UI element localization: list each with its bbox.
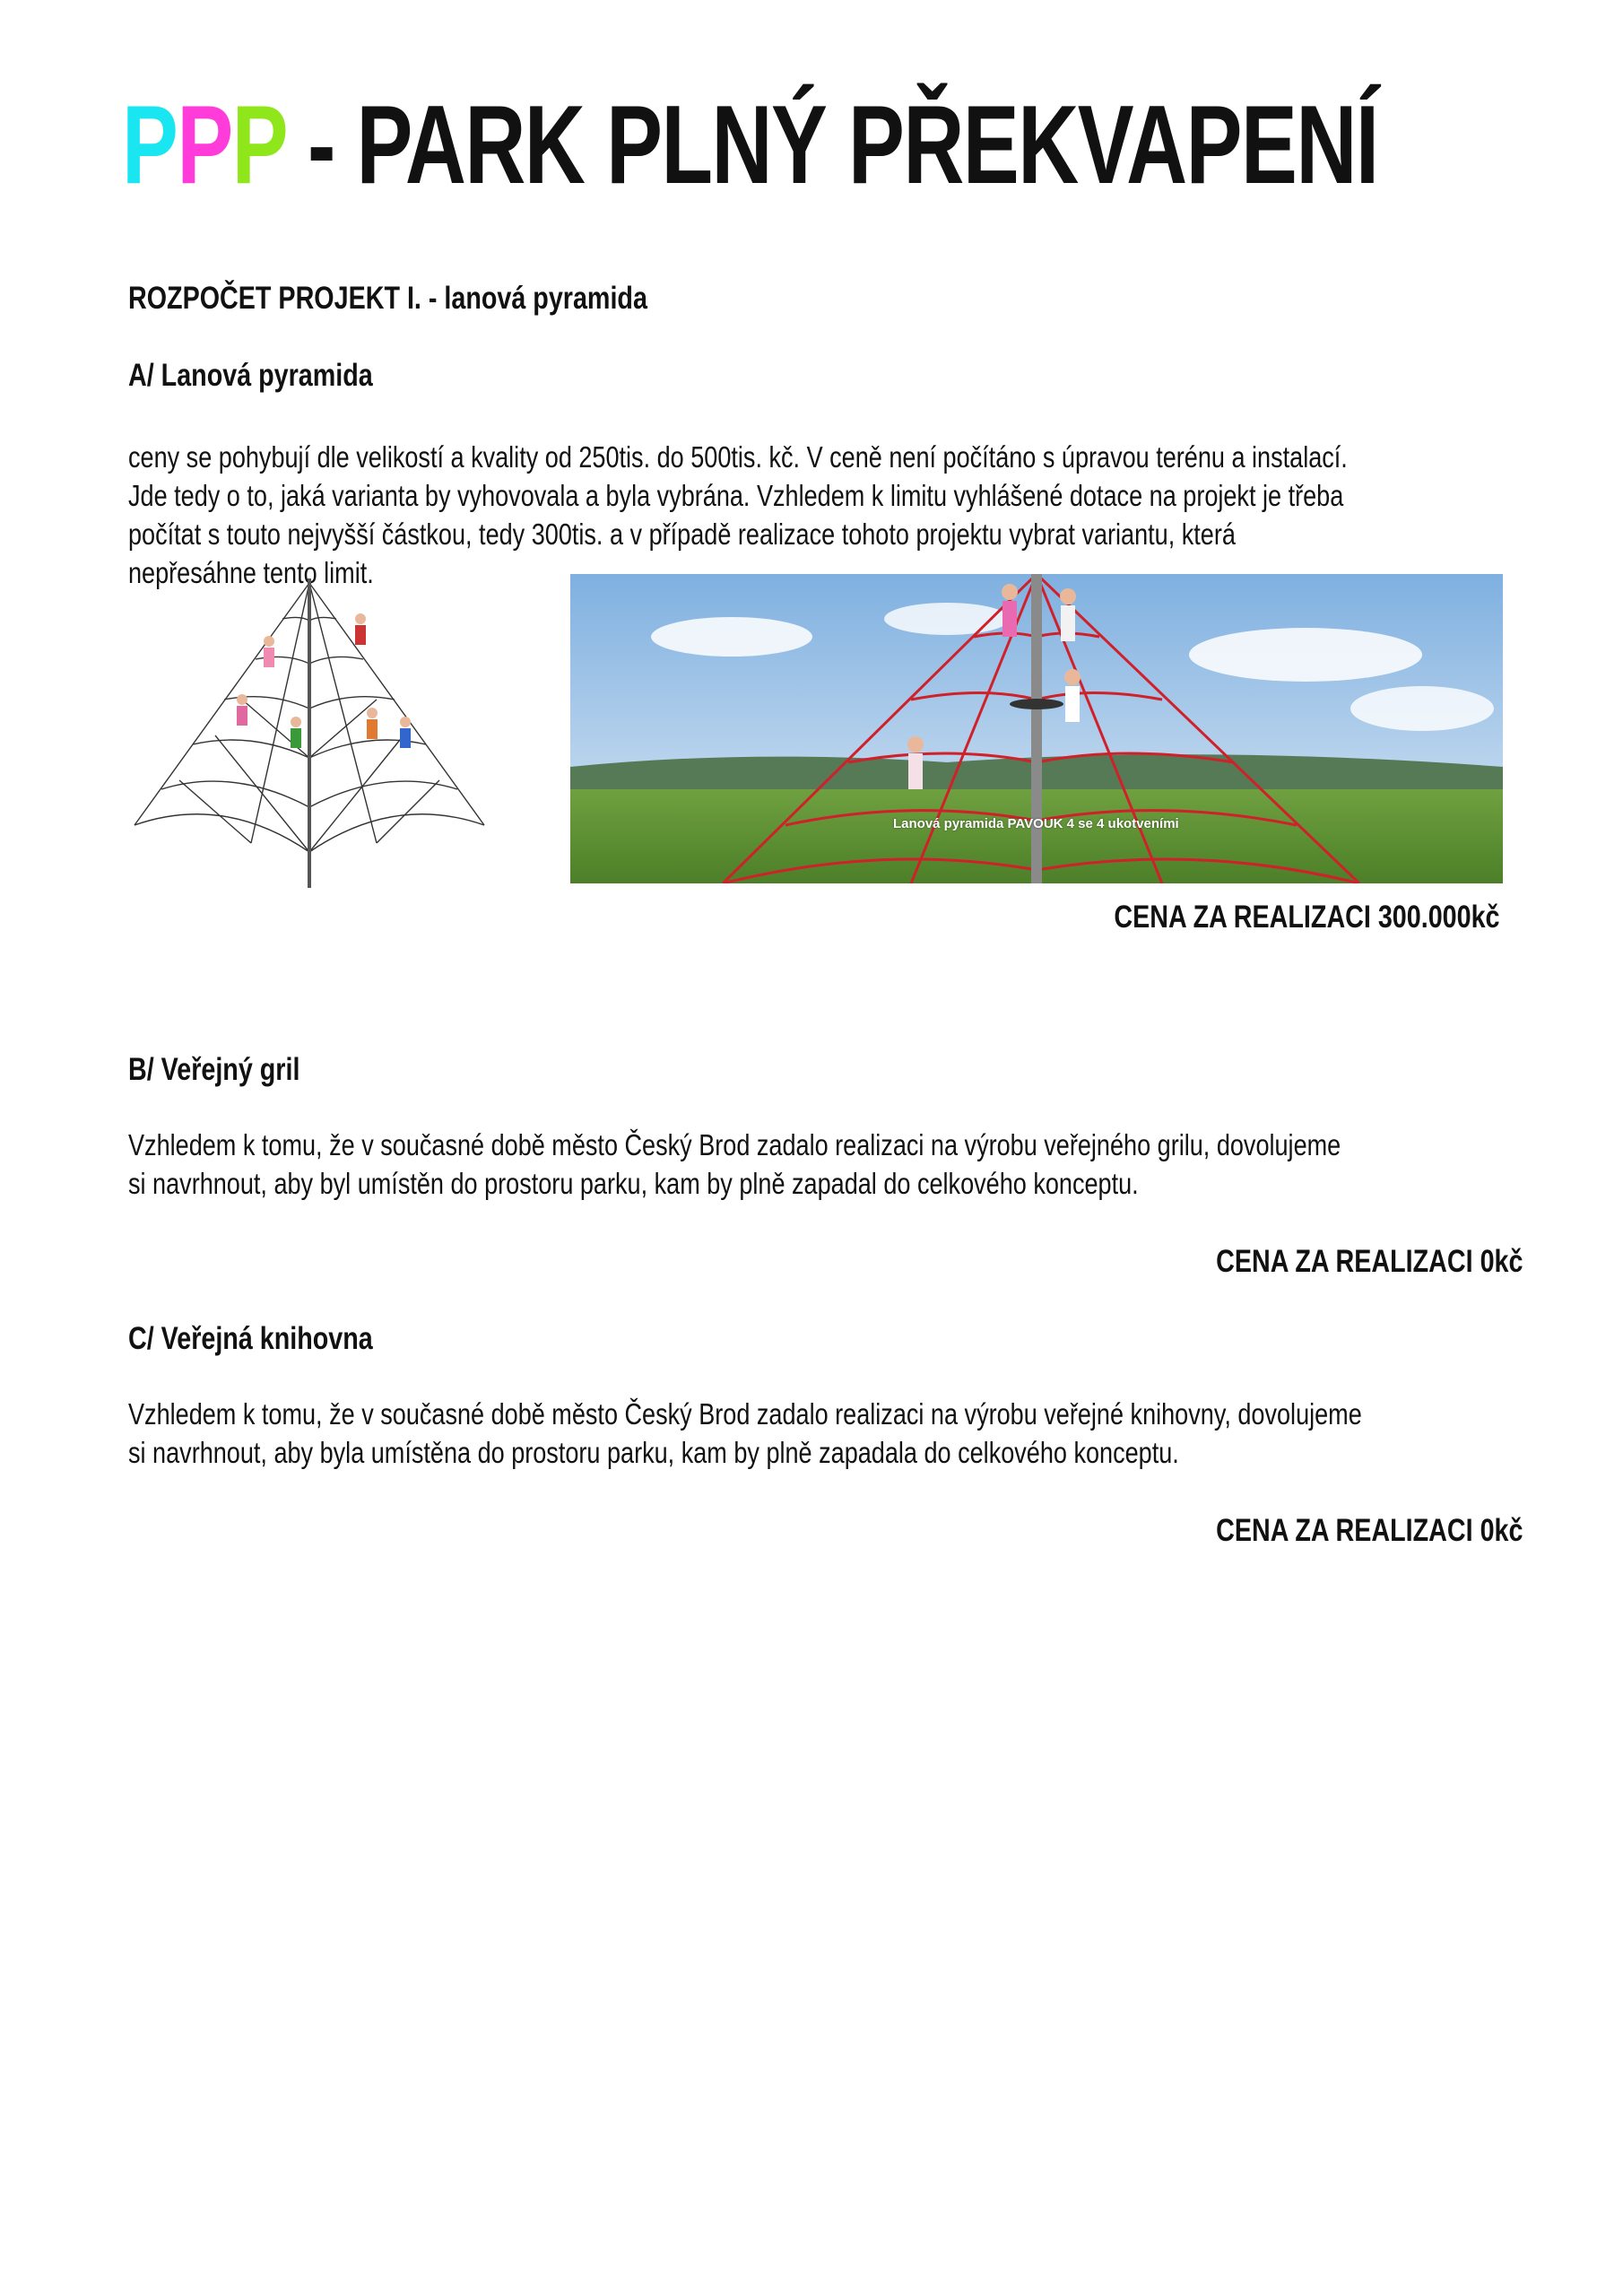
- page-title: [122, 83, 1378, 207]
- rope-pyramid-photo: [570, 574, 1503, 883]
- section-c-paragraph: Vzhledem k tomu, že v současné době město Český Brod zadalo realizaci na výrobu veřejné knihovny, dovolujeme si navrhnout, aby byla umístěna do prostoru parku, kam by plně zapadala do celkového konceptu.: [128, 1397, 1362, 1469]
- budget-heading: ROZPOČET PROJEKT I. - lanová pyramida: [128, 281, 647, 316]
- title-letter-p2: P: [177, 83, 232, 207]
- section-a-price: CENA ZA REALIZACI 300.000kč: [1114, 900, 1500, 935]
- rope-pyramid-photo-scene: [570, 574, 1503, 883]
- section-c-price: CENA ZA REALIZACI 0kč: [1215, 1513, 1523, 1548]
- section-b-heading: B/ Veřejný gril: [128, 1052, 300, 1087]
- section-b-price: CENA ZA REALIZACI 0kč: [1215, 1244, 1523, 1279]
- section-b-paragraph: Vzhledem k tomu, že v současné době město Český Brod zadalo realizaci na výrobu veřejného grilu, dovolujeme si navrhnout, aby byl umístěn do prostoru parku, kam by plně zapadal do celkového konceptu.: [128, 1128, 1341, 1200]
- photo-caption: Lanová pyramida PAVOUK 4 se 4 ukotveními: [893, 816, 1179, 831]
- title-letter-p1: P: [122, 83, 178, 207]
- section-a-paragraph: ceny se pohybují dle velikostí a kvality od 250tis. do 500tis. kč. V ceně není počítáno s úpravou terénu a instalací. Jde tedy o to, jaká varianta by vyhovovala a byla vybrána. Vzhledem k limitu vyhlášené dotace na projekt je třeba počítat s touto nejvyšší částkou, tedy 300tis. a v případě realizace tohoto projektu vybrat variantu, která nepřesáhne tento limit.: [128, 440, 1348, 589]
- section-a-heading: A/ Lanová pyramida: [128, 358, 373, 393]
- title-letter-p3: P: [231, 83, 286, 207]
- section-c-heading: C/ Veřejná knihovna: [128, 1321, 373, 1356]
- title-text: - PARK PLNÝ PŘEKVAPENÍ: [285, 83, 1378, 207]
- rope-pyramid-product-image: [126, 565, 493, 906]
